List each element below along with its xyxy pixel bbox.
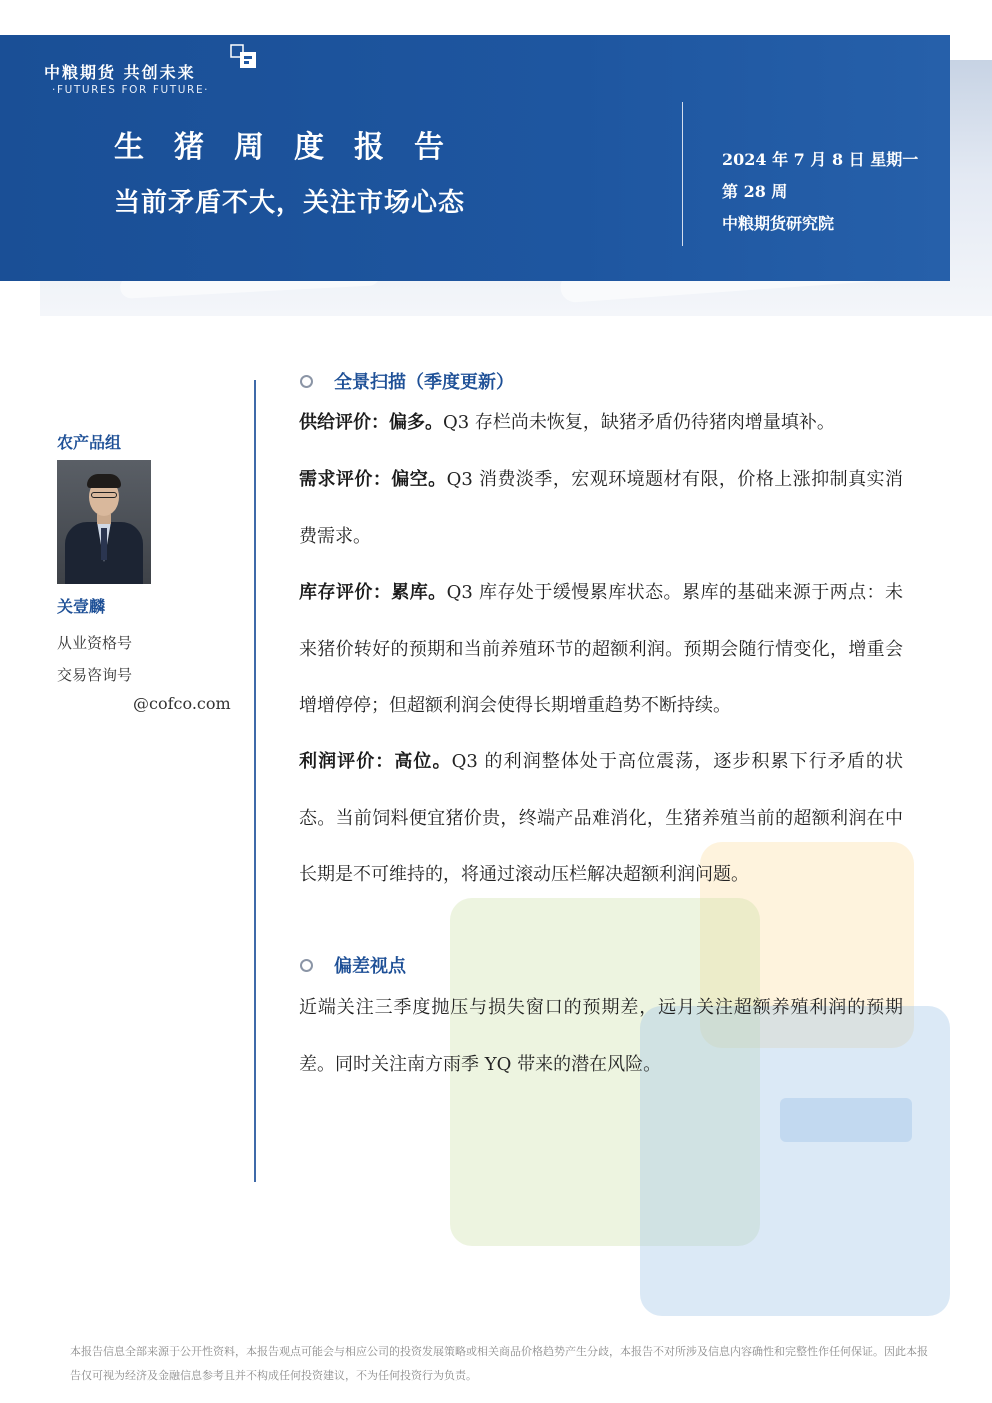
analyst-email: @cofco.com (133, 694, 231, 713)
demand-evaluation (299, 452, 903, 565)
section-bullet-icon (300, 959, 313, 972)
profit-evaluation (299, 734, 903, 904)
analyst-name: 关壹麟 (57, 597, 106, 616)
profit-text: Q3 的利润整体处于高位震荡，逐步积累下行矛盾的状态。当前饲料便宜猪价贵，终端产品难消化，生猪养殖当前的超额利润在中长期是不可维持的，将通过滚动压栏解决超额利润问题。 (299, 751, 904, 885)
report-title: 生猪周度报告 (114, 130, 474, 165)
header-divider (682, 102, 683, 246)
section-title: 全景扫描（季度更新） (334, 372, 514, 393)
decor-bar (780, 1098, 912, 1142)
section-title: 偏差视点 (334, 956, 406, 977)
section-bias-heading (300, 952, 406, 978)
stock-evaluation (299, 565, 903, 735)
supply-evaluation (299, 395, 903, 452)
section-overview-heading (300, 368, 514, 394)
supply-label: 供给评价：偏多。 (299, 412, 443, 433)
stock-text: Q3 库存处于缓慢累库状态。累库的基础来源于两点：未来猪价转好的预期和当前养殖环节的超额利润。预期会随行情变化，增重会增增停停；但超额利润会使得长期增重趋势不断持续。 (299, 582, 904, 716)
profit-label: 利润评价：高位。 (299, 751, 452, 772)
section-bullet-icon (300, 375, 313, 388)
analyst-photo (57, 460, 151, 584)
demand-text: Q3 消费淡季，宏观环境题材有限，价格上涨抑制真实消费需求。 (299, 469, 904, 547)
qualification-number-label: 从业资格号 (57, 634, 133, 652)
footer-disclaimer: 本报告信息全部来源于公开性资料，本报告观点可能会与相应公司的投资发展策略或相关商品价格趋势产生分歧，本报告不对所涉及信息内容确性和完整性作任何保证。因此本报告仅可视为经济及金融信息参考且并不构成任何投资建议，不为任何投资行为负责。 (70, 1345, 928, 1382)
supply-text: Q3 存栏尚未恢复，缺猪矛盾仍待猪肉增量填补。 (443, 412, 835, 433)
report-institute: 中粮期货研究院 (722, 214, 835, 233)
report-meta (722, 144, 918, 240)
company-logo-icon (230, 44, 258, 72)
report-subtitle: 当前矛盾不大，关注市场心态 (114, 188, 466, 218)
report-date: 2024 年 7 月 8 日 星期一 (722, 150, 919, 169)
stock-label: 库存评价：累库。 (299, 582, 447, 603)
company-slogan: ·FUTURES FOR FUTURE· (52, 84, 210, 96)
team-group-label: 农产品组 (57, 433, 122, 452)
demand-label: 需求评价：偏空。 (299, 469, 447, 490)
company-logo-text: 中粮期货 共创未来 (44, 63, 196, 82)
sidebar-divider (254, 380, 256, 1182)
report-week: 第 28 周 (722, 182, 788, 201)
bias-paragraph: 近端关注三季度抛压与损失窗口的预期差，远月关注超额养殖利润的预期差。同时关注南方雨季 YQ 带来的潜在风险。 (299, 997, 903, 1075)
consulting-number-label: 交易咨询号 (57, 666, 133, 684)
